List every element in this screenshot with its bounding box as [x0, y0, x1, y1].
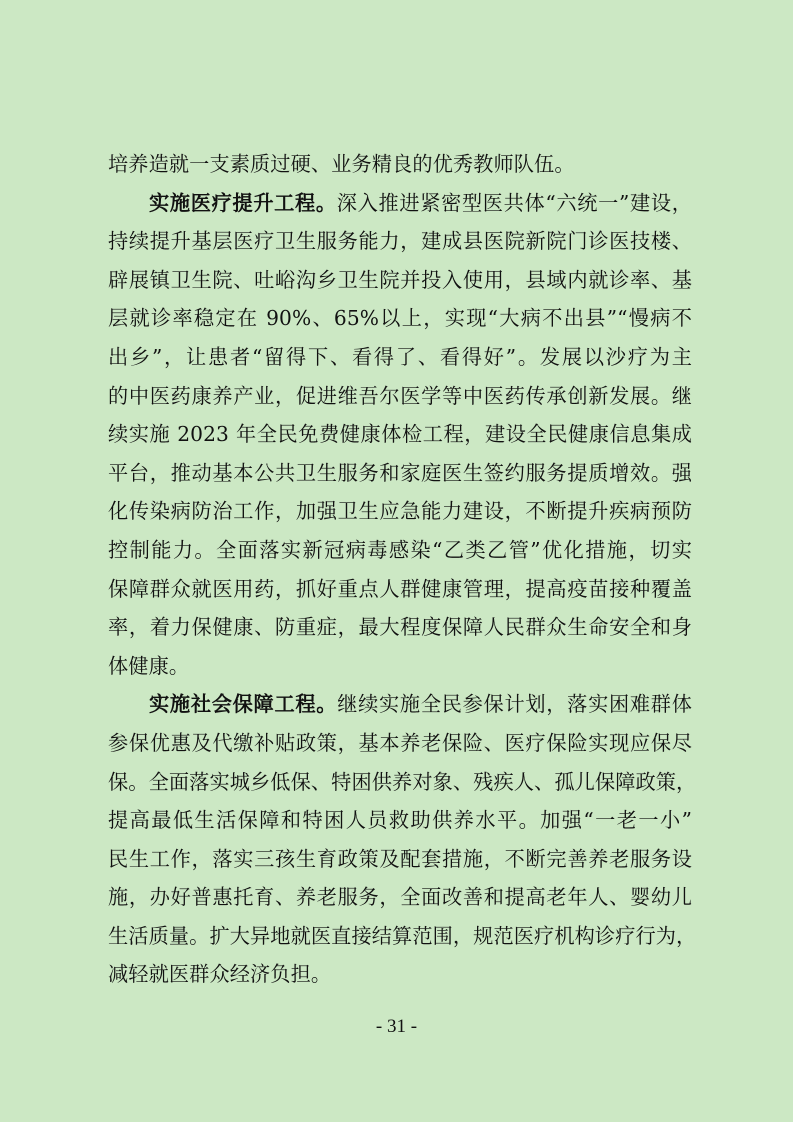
body-line — [108, 917, 697, 956]
body-line — [108, 184, 692, 223]
line-text: 深入推进紧密型医共体“六统一”建设， — [336, 190, 692, 215]
body-line — [108, 763, 697, 802]
line-text: 化传染病防治工作，加强卫生应急能力建设，不断提升疾病预防 — [108, 499, 692, 524]
line-text: 出乡”，让患者“留得下、看得了、看得好”。发展以沙疗为主 — [108, 344, 692, 369]
line-text: 层就诊率稳定在 90%、65%以上，实现“大病不出县”“慢病不 — [108, 306, 692, 331]
line-text: 参保优惠及代缴补贴政策，基本养老保险、医疗保险实现应保尽 — [108, 730, 692, 755]
body-line — [108, 801, 692, 840]
line-text: 施，办好普惠托育、养老服务，全面改善和提高老年人、婴幼儿 — [108, 885, 692, 910]
line-text: 持续提升基层医疗卫生服务能力，建成县医院新院门诊医技楼、 — [108, 229, 692, 254]
section-heading: 实施社会保障工程。 — [149, 692, 338, 717]
line-text: 的中医药康养产业，促进维吾尔医学等中医药传承创新发展。继 — [108, 383, 692, 408]
line-text: 辟展镇卫生院、吐峪沟乡卫生院并投入使用，县域内就诊率、基 — [108, 267, 692, 292]
body-line — [108, 570, 692, 609]
body-line — [108, 299, 692, 338]
body-line — [108, 145, 692, 184]
line-text: 生活质量。扩大异地就医直接结算范围，规范医疗机构诊疗行为， — [108, 923, 697, 948]
line-text: 保。全面落实城乡低保、特困供养对象、残疾人、孤儿保障政策， — [108, 769, 697, 794]
body-line — [108, 261, 692, 300]
body-line — [108, 377, 692, 416]
line-text: 续实施 2023 年全民免费健康体检工程，建设全民健康信息集成 — [108, 422, 692, 447]
body-line — [108, 608, 692, 647]
line-text: 控制能力。全面落实新冠病毒感染“乙类乙管”优化措施，切实 — [108, 537, 692, 562]
line-text: 民生工作，落实三孩生育政策及配套措施，不断完善养老服务设 — [108, 846, 692, 871]
body-line — [108, 531, 692, 570]
body-line — [108, 647, 692, 686]
line-text: 减轻就医群众经济负担。 — [108, 962, 332, 987]
line-text: 提高最低生活保障和特困人员救助供养水平。加强“一老一小” — [108, 808, 692, 833]
section-heading: 实施医疗提升工程。 — [149, 190, 337, 215]
body-line — [108, 415, 692, 454]
body-line — [108, 955, 692, 994]
body-line — [108, 454, 692, 493]
body-line — [108, 724, 692, 763]
page-number: - 31 - — [375, 1016, 418, 1037]
body-line — [108, 878, 692, 917]
body-line — [108, 222, 692, 261]
body-line — [108, 338, 692, 377]
line-text: 体健康。 — [108, 653, 190, 678]
body-line — [108, 685, 692, 724]
line-text: 平台，推动基本公共卫生服务和家庭医生签约服务提质增效。强 — [108, 460, 692, 485]
body-line — [108, 840, 692, 879]
body-line — [108, 492, 692, 531]
line-text: 培养造就一支素质过硬、业务精良的优秀教师队伍。 — [108, 152, 575, 176]
line-text: 保障群众就医用药，抓好重点人群健康管理，提高疫苗接种覆盖 — [108, 576, 692, 601]
line-text: 继续实施全民参保计划，落实困难群体 — [337, 692, 693, 717]
document-body — [108, 145, 697, 994]
line-text: 率，着力保健康、防重症，最大程度保障人民群众生命安全和身 — [108, 615, 692, 640]
